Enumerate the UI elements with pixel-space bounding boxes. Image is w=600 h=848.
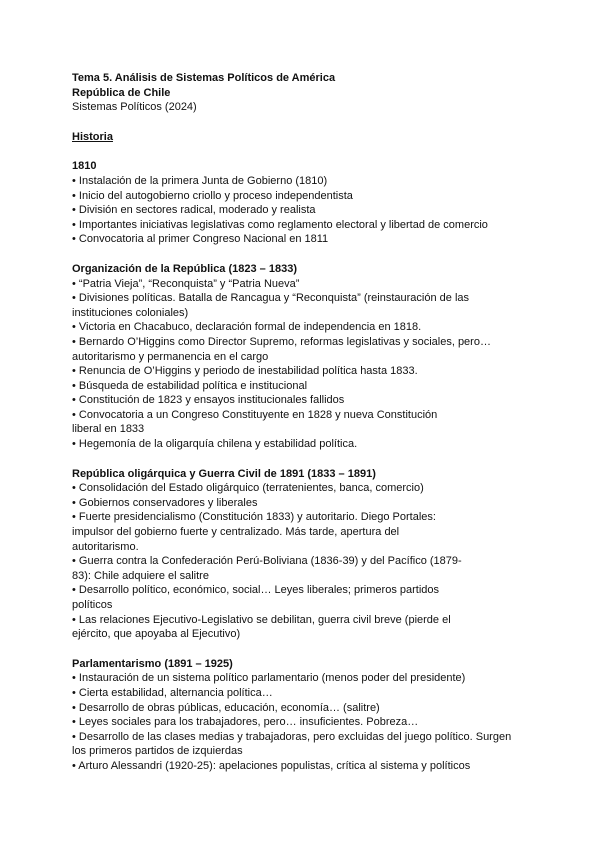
section-heading: 1810 xyxy=(72,160,97,173)
section-line: • División en sectores radical, moderado y realista xyxy=(72,204,316,217)
section-line: • Victoria en Chacabuco, declaración formal de independencia en 1818. xyxy=(72,321,422,334)
section-line: • Instalación de la primera Junta de Gobierno (1810) xyxy=(72,174,328,187)
section-line: • Convocatoria al primer Congreso Nacional en 1811 xyxy=(72,233,329,246)
section-line: • Inicio del autogobierno criollo y proceso independentista xyxy=(72,189,353,202)
section-line: • Hegemonía de la oligarquía chilena y estabilidad política. xyxy=(72,438,358,451)
section-line: instituciones coloniales) xyxy=(72,306,189,319)
section-line: ejército, que apoyaba al Ejecutivo) xyxy=(72,628,241,641)
section-line: • Desarrollo de las clases medias y trabajadoras, pero excluidas del juego político. Surgen xyxy=(72,730,512,743)
section-line: • Las relaciones Ejecutivo-Legislativo se debilitan, guerra civil breve (pierde el xyxy=(72,613,451,626)
history-section xyxy=(72,657,542,774)
section-line: • Importantes iniciativas legislativas como reglamento electoral y libertad de comercio xyxy=(72,218,488,231)
section-line: • “Patria Vieja”, “Reconquista” y “Patria Nueva” xyxy=(72,277,300,290)
section-line: • Gobiernos conservadores y liberales xyxy=(72,496,258,509)
section-line: • Desarrollo de obras públicas, educación, economía… (salitre) xyxy=(72,701,380,714)
section-line: • Arturo Alessandri (1920-25): apelaciones populistas, crítica al sistema y políticos xyxy=(72,759,471,772)
history-section xyxy=(72,262,542,452)
section-line: • Búsqueda de estabilidad política e institucional xyxy=(72,379,308,392)
section-title-historia: Historia xyxy=(72,130,113,143)
section-line: • Renuncia de O’Higgins y periodo de inestabilidad política hasta 1833. xyxy=(72,365,418,378)
section-heading: Parlamentarismo (1891 – 1925) xyxy=(72,657,233,670)
section-heading: República oligárquica y Guerra Civil de 1891 (1833 – 1891) xyxy=(72,467,376,480)
section-line: • Constitución de 1823 y ensayos institucionales fallidos xyxy=(72,394,345,407)
section-line: • Convocatoria a un Congreso Constituyente en 1828 y nueva Constitución xyxy=(72,408,438,421)
history-section xyxy=(72,467,542,642)
section-line: 83): Chile adquiere el salitre xyxy=(72,569,209,582)
course-label: Sistemas Políticos (2024) xyxy=(72,101,197,114)
section-line: • Bernardo O’Higgins como Director Supremo, reformas legislativas y sociales, pero… xyxy=(72,335,491,348)
section-line: • Divisiones políticas. Batalla de Rancagua y “Reconquista” (reinstauración de las xyxy=(72,292,469,305)
section-line: • Cierta estabilidad, alternancia política… xyxy=(72,686,273,699)
section-heading: Organización de la República (1823 – 1833) xyxy=(72,262,297,275)
section-line: • Fuerte presidencialismo (Constitución 1833) y autoritario. Diego Portales: xyxy=(72,511,436,524)
section-line: liberal en 1833 xyxy=(72,423,145,436)
section-line: • Guerra contra la Confederación Perú-Boliviana (1836-39) y del Pacífico (1879- xyxy=(72,555,462,568)
section-line: impulsor del gobierno fuerte y centralizado. Más tarde, apertura del xyxy=(72,526,400,539)
history-sections xyxy=(72,159,542,773)
section-line: • Instauración de un sistema político parlamentario (menos poder del presidente) xyxy=(72,672,466,685)
document-subtitle: República de Chile xyxy=(72,86,171,99)
document-title: Tema 5. Análisis de Sistemas Políticos de América xyxy=(72,72,336,84)
section-line: • Desarrollo político, económico, social… Leyes liberales; primeros partidos xyxy=(72,584,440,597)
section-line: autoritarismo. xyxy=(72,540,139,553)
section-line: los primeros partidos de izquierdas xyxy=(72,745,243,758)
history-section xyxy=(72,159,542,247)
section-line: políticos xyxy=(72,599,113,611)
section-line: • Consolidación del Estado oligárquico (terratenientes, banca, comercio) xyxy=(72,482,424,495)
document-content xyxy=(72,71,542,774)
section-line: autoritarismo y permanencia en el cargo xyxy=(72,350,269,363)
section-line: • Leyes sociales para los trabajadores, pero… insuficientes. Pobreza… xyxy=(72,716,419,729)
